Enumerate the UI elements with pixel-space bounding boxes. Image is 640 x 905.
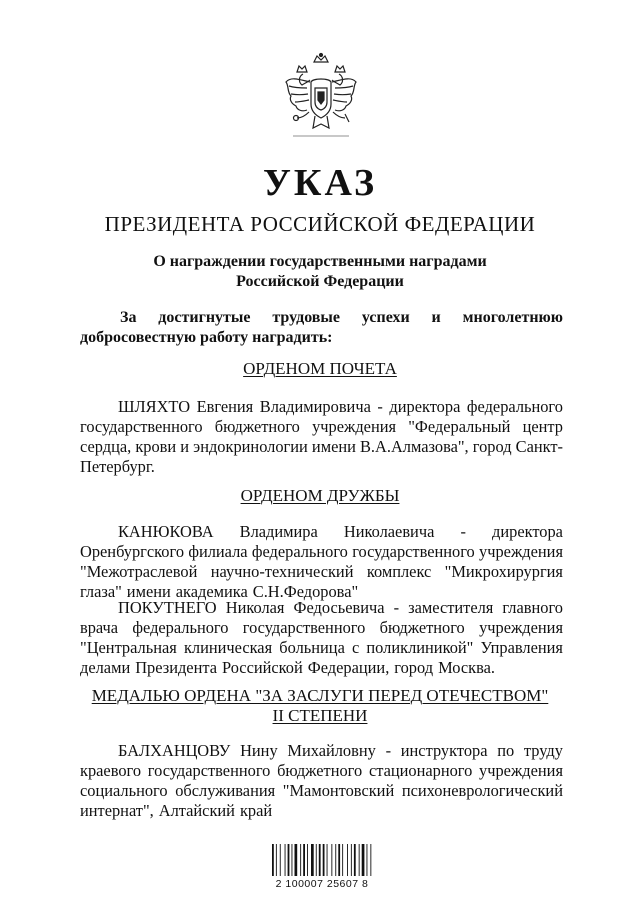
barcode-bar <box>288 844 290 876</box>
entry-word: Управления <box>480 638 563 657</box>
coat-of-arms-icon <box>283 52 359 144</box>
entry-word: Президента <box>135 658 217 677</box>
document-title: УКАЗ <box>263 162 377 204</box>
entry-word: федерального <box>132 618 229 637</box>
barcode-bar <box>354 844 356 876</box>
entry-word: научно-технический <box>210 562 354 581</box>
entry-word: учреждения <box>479 542 563 561</box>
entry-word: Михайловну <box>287 741 376 760</box>
entry-word: федерального <box>466 397 563 416</box>
entry-word: "Микрохирургия <box>444 562 563 581</box>
entry-word: клиническая <box>183 638 273 657</box>
entry-word: Владимировича <box>259 397 371 416</box>
barcode-number: 2 100007 25607 8 <box>275 878 369 890</box>
entry-word: бюджетного <box>379 618 465 637</box>
entry-word: "Центральная <box>80 638 177 657</box>
entry-word: город <box>394 658 434 677</box>
entry-word: Николая <box>225 598 285 617</box>
subject-line: О награждении государственными наградами <box>153 253 487 270</box>
entry-line <box>80 618 563 638</box>
barcode-bar <box>300 844 301 876</box>
entry-line <box>80 522 563 542</box>
entry-word: Нину <box>240 741 278 760</box>
entry-word: больница <box>279 638 345 657</box>
entry-word: - <box>393 598 400 617</box>
entry-word: психоневрологический <box>401 781 563 800</box>
entry-word: - <box>385 741 392 760</box>
entry-word: учреждения <box>479 618 563 637</box>
entry-line <box>80 658 563 678</box>
entry-word: учреждения <box>479 761 563 780</box>
entry-word: инструктора <box>400 741 488 760</box>
entry-word: ШЛЯХТО <box>118 397 191 416</box>
entry-word: государственного <box>242 618 366 637</box>
entry-line <box>80 437 563 457</box>
entry-word: Владимира <box>239 522 318 541</box>
entry-line <box>80 761 563 781</box>
intro-paragraph <box>80 308 563 348</box>
barcode-bar <box>307 844 308 876</box>
barcode-bar <box>331 844 332 876</box>
entry-word: С.Н.Федорова" <box>252 582 359 601</box>
entry-word: и <box>180 437 190 456</box>
barcode-bar <box>285 844 286 876</box>
entry-word: сердца, <box>80 437 132 456</box>
barcode-bar <box>303 844 305 876</box>
entry-word: врача <box>80 618 119 637</box>
entry-line <box>80 638 563 658</box>
entry-word: "Мамонтовский <box>282 781 395 800</box>
entry-word: бюджетного <box>277 761 363 780</box>
award-heading <box>0 359 640 379</box>
entry-word: ПОКУТНЕГО <box>118 598 217 617</box>
entry-word: Евгения <box>196 397 254 416</box>
entry-word: Николаевича <box>343 522 435 541</box>
entry-line <box>80 598 563 618</box>
entry-word: филиала <box>188 542 248 561</box>
entry-line <box>80 417 563 437</box>
entry-word: город <box>472 437 512 456</box>
award-entry <box>80 397 563 477</box>
document-subject <box>0 252 640 292</box>
intro-word: достигнутые <box>158 309 251 326</box>
entry-word: "Межотраслевой <box>80 562 198 581</box>
entry-word: Петербург. <box>80 457 155 476</box>
barcode-bar <box>327 844 328 876</box>
award-heading <box>0 686 640 726</box>
barcode-bar <box>311 844 314 876</box>
entry-word: глаза" <box>80 582 122 601</box>
entry-line <box>80 741 563 761</box>
entry-word: обслуживания <box>175 781 276 800</box>
entry-word: эндокринологии <box>193 437 308 456</box>
entry-word: имени <box>126 582 171 601</box>
award-heading-text: ОРДЕНОМ ДРУЖБЫ <box>240 486 400 505</box>
entry-word: БАЛХАНЦОВУ <box>118 741 231 760</box>
entry-word: Оренбургского <box>80 542 185 561</box>
entry-word: стационарного <box>368 761 473 780</box>
barcode-bar <box>316 844 317 876</box>
entry-word: директора <box>389 397 461 416</box>
entry-word: - <box>460 522 466 541</box>
entry-word: - <box>377 397 383 416</box>
entry-word: с <box>351 638 360 657</box>
barcode-bar <box>323 844 325 876</box>
entry-word: директора <box>492 522 563 541</box>
entry-word: федерального <box>251 542 348 561</box>
intro-word: За <box>120 309 137 326</box>
intro-word: и <box>431 309 441 326</box>
award-heading-text: II СТЕПЕНИ <box>272 706 368 725</box>
entry-word: академика <box>175 582 248 601</box>
entry-word: Алтайский <box>158 801 235 820</box>
entry-line <box>80 801 563 821</box>
entry-word: главного <box>502 598 563 617</box>
entry-word: центр <box>522 417 563 436</box>
entry-line <box>80 457 563 477</box>
barcode-bar <box>367 844 368 876</box>
entry-word: заместителя <box>408 598 494 617</box>
barcode-bar <box>342 844 343 876</box>
barcode-bar <box>347 844 348 876</box>
barcode-bar <box>272 844 274 876</box>
entry-line <box>80 397 563 417</box>
entry-word: бюджетного <box>214 417 300 436</box>
entry-word: Санкт- <box>515 437 563 456</box>
entry-word: комплекс <box>366 562 432 581</box>
barcode-bar <box>335 844 336 876</box>
barcode-bar <box>338 844 340 876</box>
entry-line <box>80 781 563 801</box>
award-entry <box>80 598 563 678</box>
award-entry <box>80 522 563 602</box>
barcode-bar <box>362 844 365 876</box>
barcode-bar <box>280 844 281 876</box>
entry-word: учреждения <box>312 417 397 436</box>
subject-line: Российской Федерации <box>236 273 404 290</box>
entry-word: "Федеральный <box>408 417 511 436</box>
barcode-bar <box>359 844 360 876</box>
barcode-bar <box>351 844 352 876</box>
award-entry <box>80 741 563 821</box>
intro-line: добросовестную работу наградить: <box>80 329 333 346</box>
entry-word: государственного <box>80 417 203 436</box>
entry-word: по <box>497 741 515 760</box>
entry-line <box>80 542 563 562</box>
entry-word: Москва. <box>438 658 495 677</box>
document-authority: ПРЕЗИДЕНТА РОССИЙСКОЙ ФЕДЕРАЦИИ <box>104 212 536 236</box>
barcode-bar <box>370 844 371 876</box>
intro-line <box>80 308 563 328</box>
award-heading <box>0 486 640 506</box>
entry-word: труду <box>523 741 563 760</box>
entry-word: имени <box>311 437 356 456</box>
entry-word: поликлиникой" <box>366 638 474 657</box>
entry-word: делами <box>80 658 131 677</box>
entry-word: В.А.Алмазова", <box>359 437 469 456</box>
entry-word: крови <box>135 437 177 456</box>
intro-word: многолетнюю <box>462 309 563 326</box>
entry-word: социального <box>80 781 168 800</box>
entry-word: КАНЮКОВА <box>118 522 214 541</box>
entry-line <box>80 562 563 582</box>
entry-word: государственного <box>352 542 475 561</box>
barcode-bar <box>276 844 277 876</box>
barcode-bar <box>292 844 293 876</box>
barcode-bar <box>319 844 321 876</box>
entry-word: государственного <box>147 761 271 780</box>
award-heading-text: ОРДЕНОМ ПОЧЕТА <box>243 359 397 378</box>
entry-word: Российской <box>222 658 303 677</box>
intro-word: успехи <box>361 309 410 326</box>
award-heading-text: МЕДАЛЬЮ ОРДЕНА "ЗА ЗАСЛУГИ ПЕРЕД ОТЕЧЕСТВОМ" <box>91 686 549 705</box>
entry-word: краевого <box>80 761 142 780</box>
barcode-bar <box>295 844 298 876</box>
entry-word: Федосьевича <box>293 598 385 617</box>
entry-word: Федерации, <box>307 658 390 677</box>
intro-word: трудовые <box>272 309 341 326</box>
entry-word: интернат", <box>80 801 154 820</box>
entry-word: край <box>239 801 273 820</box>
